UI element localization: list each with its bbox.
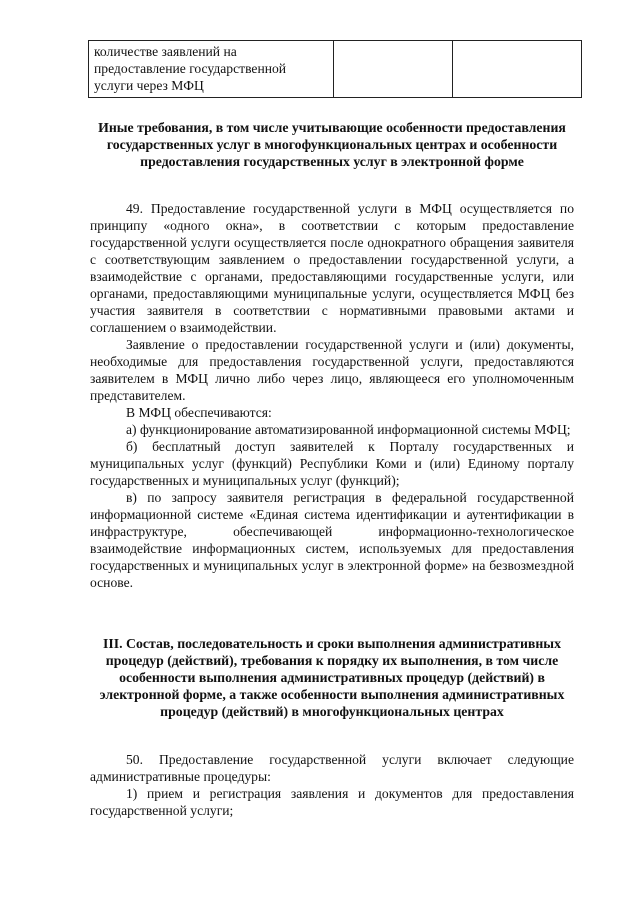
paragraph-mfc-provides: В МФЦ обеспечиваются: bbox=[126, 405, 272, 420]
section-heading-other-requirements: Иные требования, в том числе учитывающие особенности предоставления государственных услуг в многофункциональных центрах и особенности предоставления государственных услуг в электронной форме bbox=[98, 120, 566, 169]
table-cell-description: количестве заявлений на предоставление государственной услуги через МФЦ bbox=[89, 41, 334, 98]
table-cell-empty bbox=[334, 41, 453, 98]
table-row bbox=[89, 41, 582, 98]
paragraph-50: 50. Предоставление государственной услуги включает следующие административные процедуры: bbox=[90, 752, 574, 784]
paragraph-application: Заявление о предоставлении государственной услуги и (или) документы, необходимые для предоставления государственной услуги, предоставляются заявителем в МФЦ лично либо через лицо, являющееся его уполномоченным представителем. bbox=[90, 337, 574, 403]
paragraph-item-1: 1) прием и регистрация заявления и документов для предоставления государственной услуги; bbox=[90, 786, 574, 818]
paragraph-49: 49. Предоставление государственной услуги в МФЦ осуществляется по принципу «одного окна», в соответствии с которым предоставление государственной услуги осуществляется после однократного обращения заявителя с соответствующим заявлением о предоставлении государственной услуги, а взаимодействие с органами, предоставляющими государственные услуги, или органами, предоставляющими муниципальные услуги, осуществляется МФЦ без участия заявителя в соответствии с нормативными правовыми актами и соглашением о взаимодействии. bbox=[90, 201, 574, 335]
section-heading-iii: III. Состав, последовательность и сроки выполнения административных процедур (действий), требования к порядку их выполнения, в том числе особенности выполнения административных процедур (действий) в электронной форме, а также особенности выполнения административных процедур (действий) в многофункциональных центрах bbox=[99, 636, 565, 719]
paragraph-item-a: а) функционирование автоматизированной информационной системы МФЦ; bbox=[126, 422, 571, 437]
continuation-table bbox=[88, 40, 582, 98]
section-body-procedures bbox=[90, 751, 574, 819]
paragraph-item-b: б) бесплатный доступ заявителей к Порталу государственных и муниципальных услуг (функций) Республики Коми и (или) Единому порталу государственных и муниципальных услуг (функций); bbox=[90, 439, 574, 488]
section-body-mfc bbox=[90, 200, 574, 591]
paragraph-item-c: в) по запросу заявителя регистрация в федеральной государственной информационной системе «Единая система идентификации и аутентификации в инфраструктуре, обеспечивающей информационно-технологическое взаимодействие информационных систем, используемых для предоставления государственных и муниципальных услуг в электронной форме» на безвозмездной основе. bbox=[90, 490, 574, 590]
table-cell-empty bbox=[453, 41, 582, 98]
